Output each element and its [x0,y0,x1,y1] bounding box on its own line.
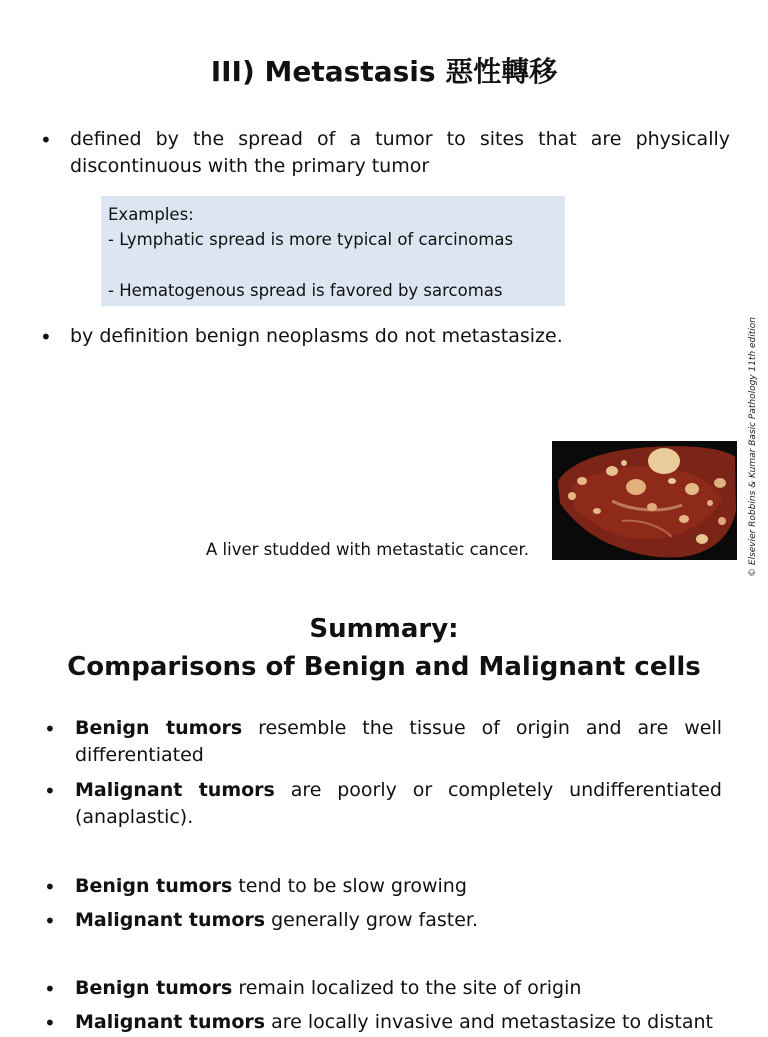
comparison-subject: Malignant tumors [75,909,266,931]
comparison-subject: Malignant tumors [75,1011,266,1033]
figure-caption: A liver studded with metastatic cancer. [206,540,529,559]
bullet-text: defined by the spread of a tumor to sites that are physically discontinuous with the primary tumor [70,128,730,177]
comparison-text: tend to be slow growing [232,875,467,897]
comparison-item [44,907,722,934]
bullet-marker: • [40,128,52,152]
example-lymphatic: - Lymphatic spread is more typical of carcinomas [108,230,514,249]
examples-heading: Examples: [108,205,194,224]
comparison-subject: Benign tumors [75,717,243,739]
comparison-text: are locally invasive and metastasize to distant [265,1011,713,1033]
comparison-item [44,873,722,900]
liver-photo [552,441,737,560]
comparison-item [44,715,722,769]
comparison-text: are poorly or completely undifferentiated (anaplastic). [75,779,722,828]
examples-box [101,196,565,306]
bullet-marker: • [44,875,56,899]
summary-title [0,610,768,686]
summary-title-line2: Comparisons of Benign and Malignant cells [67,652,701,682]
bullet-text: by definition benign neoplasms do not metastasize. [70,325,563,347]
copyright-text: © Elsevier Robbins & Kumar Basic Pathology 11th edition [748,316,758,578]
bullet-marker: • [44,909,56,933]
comparison-subject: Benign tumors [75,977,233,999]
slide-title: III) Metastasis 惡性轉移 [210,55,558,88]
bullet-marker: • [44,779,56,803]
bullet-marker: • [44,717,56,741]
bullet-marker: • [44,977,56,1001]
bullet-benign-definition [40,323,730,350]
copyright-notice [743,316,763,578]
bullet-marker: • [40,325,52,349]
comparison-item [44,975,722,1002]
summary-title-line1: Summary: [309,614,459,644]
comparison-subject: Malignant tumors [75,779,275,801]
comparison-text: remain localized to the site of origin [232,977,582,999]
bullet-definition [40,126,730,180]
example-hematogenous: - Hematogenous spread is favored by sarcomas [108,281,503,300]
comparison-text: generally grow faster. [265,909,479,931]
comparison-item [44,1009,722,1036]
comparison-subject: Benign tumors [75,875,233,897]
comparison-text: resemble the tissue of origin and are well differentiated [75,717,722,766]
comparison-item [44,777,722,831]
bullet-marker: • [44,1011,56,1035]
